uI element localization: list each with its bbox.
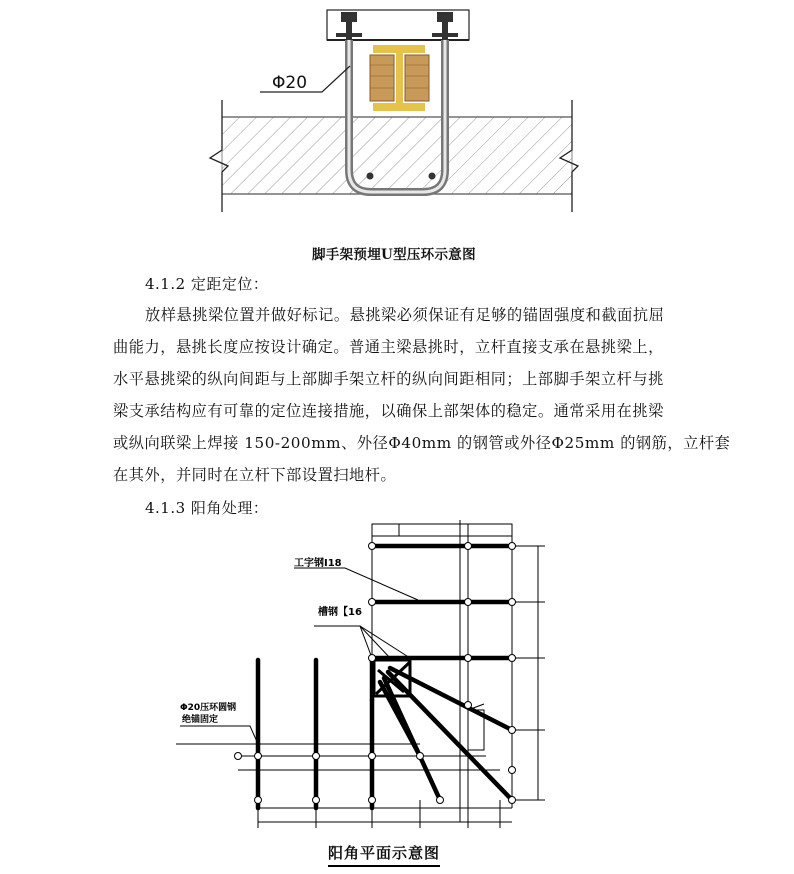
para-line-4: 梁支承结构应有可靠的定位连接措施，以确保上部架体的稳定。通常采用在挑梁 — [113, 402, 664, 420]
para-line-5: 或纵向联梁上焊接 150-200mm、外径Φ40mm 的钢管或外径Φ25mm 的钢筋，立杆套 — [113, 434, 731, 452]
i-beam-label: 工字钢I18 — [294, 558, 342, 569]
grid-lines — [176, 520, 545, 828]
section-412-heading: 4.1.2 定距定位： — [145, 275, 269, 293]
para-line-2: 曲能力，悬挑长度应按设计确定。普通主梁悬挑时，立杆直接支承在悬挑梁上， — [113, 338, 664, 356]
u-ring-diagram — [0, 0, 794, 232]
phi20-label: Φ20 — [272, 73, 308, 93]
ring-label-line2: 绝锚固定 — [182, 715, 219, 725]
figure1-caption: 脚手架预埋U型压环示意图 — [312, 247, 476, 263]
para-line-3: 水平悬挑梁的纵向间距与上部脚手架立杆的纵向间距相同；上部脚手架立杆与挑 — [113, 370, 664, 388]
figure2-caption: 阳角平面示意图 — [328, 842, 440, 867]
i-beam-top-flange — [373, 45, 425, 53]
para-line-6: 在其外，并同时在立杆下部设置扫地杆。 — [113, 466, 397, 484]
i-beam-bottom-flange — [373, 103, 425, 111]
concrete-slab — [222, 117, 572, 194]
para-line-1: 放样悬挑梁位置并做好标记。悬挑梁必须保证有足够的锚固强度和截面抗屈 — [145, 306, 665, 324]
outside-corner-plan-diagram — [0, 515, 794, 874]
channel-steel-label: 槽钢【16 — [318, 607, 362, 618]
section-413-heading: 4.1.3 阳角处理： — [145, 499, 269, 517]
ring-label-line1: Φ20压环圆钢 — [180, 703, 237, 713]
